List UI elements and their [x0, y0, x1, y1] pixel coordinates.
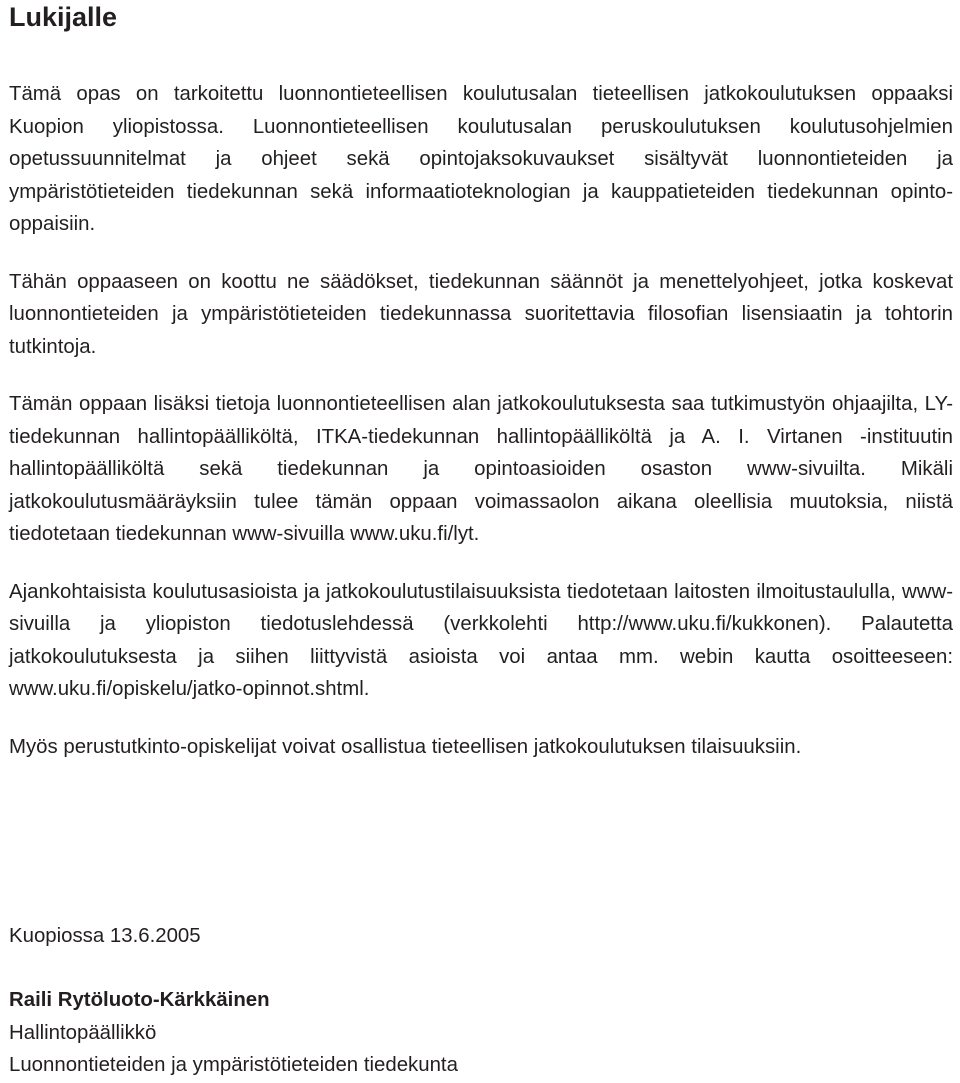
paragraph-information-sources: Tämän oppaan lisäksi tietoja luonnontieteellisen alan jatkokoulutuksesta saa tutkimustyön ohjaajilta, LY-tiedekunnan hallintopäälliköltä, ITKA-tiedekunnan hallintopäälliköltä ja A. I. Virtanen -instituutin hallintopäälliköltä sekä tiedekunnan ja opintoasioiden osaston www-sivuilta. Mikäli jatkokoulutusmääräyksiin tulee tämän oppaan voimassaolon aikana oleellisia muutoksia, niistä tiedotetaan tiedekunnan www-sivuilla www.uku.fi/lyt. — [9, 393, 953, 545]
signature-block — [9, 984, 953, 1082]
date-line: Kuopiossa 13.6.2005 — [9, 925, 201, 947]
paragraph-announcements: Ajankohtaisista koulutusasioista ja jatkokoulutustilaisuuksista tiedotetaan laitosten ilmoitustaululla, www-sivuilla ja yliopiston tiedotuslehdessä (verkkolehti http://www.uku.fi/kukkonen). Palautetta jatkokoulutuksesta ja siihen liittyvistä asioista voi antaa mm. webin kautta osoitteeseen: www.uku.fi/opiskelu/jatko-opinnot.shtml. — [9, 580, 953, 700]
page-title: Lukijalle — [9, 2, 118, 32]
document-body — [9, 78, 953, 788]
signer-role: Hallintopäällikkö — [9, 1021, 157, 1044]
paragraph-contents: Tähän oppaaseen on koottu ne säädökset, tiedekunnan säännöt ja menettelyohjeet, jotka koskevat luonnontieteiden ja ympäristötieteiden tiedekunnassa suoritettavia filosofian lisensiaatin ja tohtorin tutkintoja. — [9, 270, 953, 358]
paragraph-undergraduates: Myös perustutkinto-opiskelijat voivat osallistua tieteellisen jatkokoulutuksen tilaisuuksiin. — [9, 735, 802, 758]
signer-name: Raili Rytöluoto-Kärkkäinen — [9, 989, 270, 1011]
paragraph-intro: Tämä opas on tarkoitettu luonnontieteellisen koulutusalan tieteellisen jatkokoulutuksen oppaaksi Kuopion yliopistossa. Luonnontieteellisen koulutusalan peruskoulutuksen koulutusohjelmien opetussuunnitelmat ja ohjeet sekä opintojaksokuvaukset sisältyvät luonnontieteiden ja ympäristötieteiden tiedekunnan sekä informaatioteknologian ja kauppatieteiden tiedekunnan opinto-oppaisiin. — [9, 83, 953, 235]
closing — [9, 920, 953, 953]
signer-unit: Luonnontieteiden ja ympäristötieteiden tiedekunta — [9, 1054, 458, 1076]
